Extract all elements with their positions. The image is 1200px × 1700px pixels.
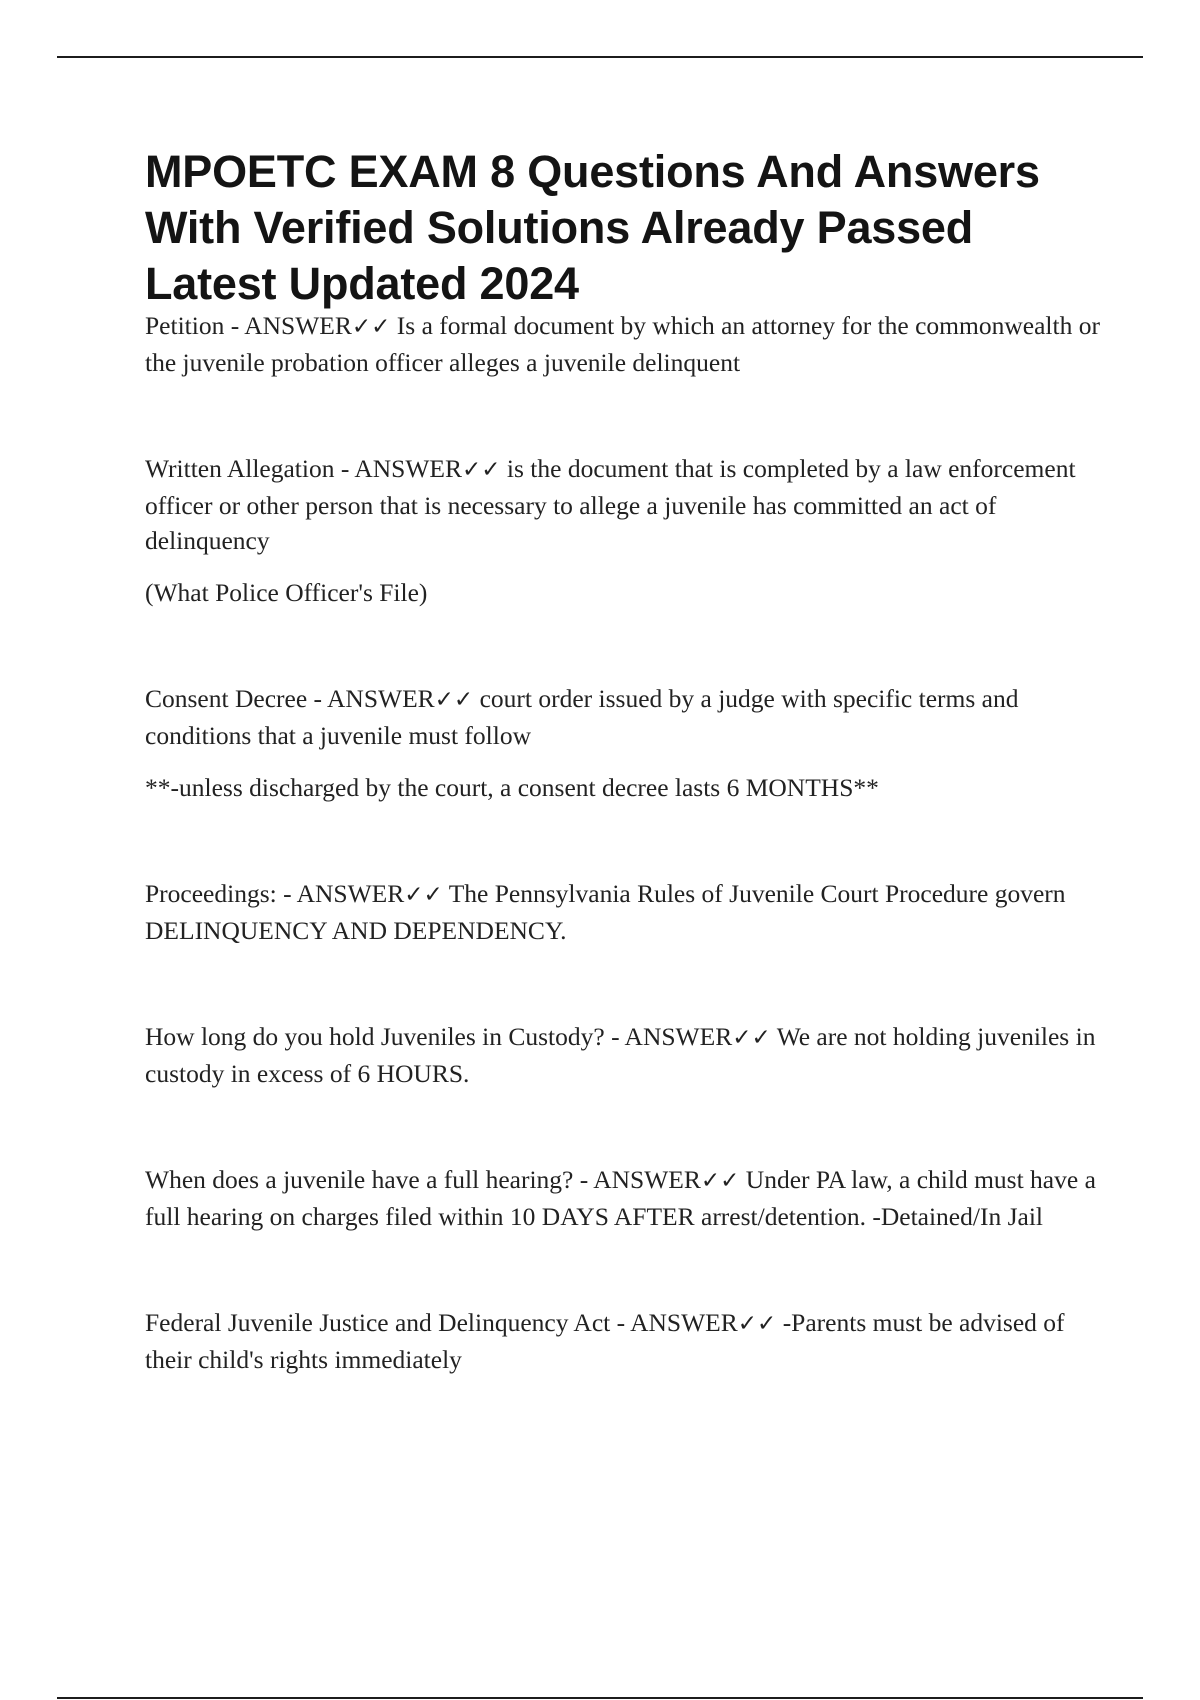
answer-marker: ANSWER (296, 879, 405, 908)
qa-entry-petition (145, 308, 1105, 380)
check-icon: ✓✓ (732, 1025, 771, 1051)
qa-answer: Is a formal document by which an attorney for the commonwealth or the juvenile probation officer alleges a juvenile delinquent (145, 311, 1100, 377)
qa-text: How long do you hold Juveniles in Custody? - ANSWER✓✓ We are not holding juveniles in custody in excess of 6 HOURS. (145, 1022, 1096, 1088)
check-icon: ✓✓ (434, 687, 474, 713)
qa-term: How long do you hold Juveniles in Custody? (145, 1022, 605, 1051)
qa-term: Consent Decree (145, 684, 308, 713)
answer-marker: ANSWER (593, 1165, 701, 1194)
check-icon: ✓✓ (351, 314, 391, 340)
qa-entry-federal-act (145, 1305, 1105, 1377)
document-title: MPOETC EXAM 8 Questions And Answers With Verified Solutions Already Passed Latest Updated 2024 (145, 146, 1040, 309)
qa-term: Written Allegation (145, 454, 335, 483)
document-body (145, 144, 1105, 1377)
qa-entry-proceedings (145, 876, 1105, 948)
qa-answer: court order issued by a judge with specific terms and conditions that a juvenile must follow (145, 684, 1019, 750)
check-icon: ✓✓ (404, 882, 443, 908)
answer-marker: ANSWER (354, 454, 462, 483)
qa-text: When does a juvenile have a full hearing? - ANSWER✓✓ Under PA law, a child must have a full hearing on charges filed within 10 DAYS AFTER arrest/detention. -Detained/In Jail (145, 1165, 1096, 1231)
qa-entry-consent-decree (145, 681, 1105, 805)
qa-answer: We are not holding juveniles in custody in excess of 6 HOURS. (145, 1022, 1096, 1088)
answer-marker: ANSWER (624, 1022, 733, 1051)
qa-text: Proceedings: - ANSWER✓✓ The Pennsylvania Rules of Juvenile Court Procedure govern DELINQUENCY AND DEPENDENCY. (145, 879, 1066, 945)
qa-answer: -Parents must be advised of their child's rights immediately (145, 1308, 1065, 1374)
bottom-divider (57, 1697, 1143, 1699)
qa-text: Petition - ANSWER✓✓ Is a formal document by which an attorney for the commonwealth or the juvenile probation officer alleges a juvenile delinquent (145, 311, 1100, 377)
qa-note: (What Police Officer's File) (145, 578, 428, 607)
qa-answer: is the document that is completed by a law enforcement officer or other person that is necessary to allege a juvenile has committed an act of delinquency (145, 454, 1076, 555)
answer-marker: ANSWER (326, 684, 435, 713)
qa-term: When does a juvenile have a full hearing? (145, 1165, 574, 1194)
qa-note: **-unless discharged by the court, a consent decree lasts 6 MONTHS** (145, 773, 879, 802)
top-divider (57, 56, 1143, 58)
check-icon: ✓✓ (700, 1168, 740, 1194)
qa-answer: Under PA law, a child must have a full hearing on charges filed within 10 DAYS AFTER arrest/detention. -Detained/In Jail (145, 1165, 1096, 1231)
qa-text: Consent Decree - ANSWER✓✓ court order issued by a judge with specific terms and conditions that a juvenile must follow (145, 684, 1019, 750)
qa-answer: The Pennsylvania Rules of Juvenile Court Procedure govern DELINQUENCY AND DEPENDENCY. (145, 879, 1066, 945)
qa-text: Written Allegation - ANSWER✓✓ is the document that is completed by a law enforcement officer or other person that is necessary to allege a juvenile has committed an act of delinquency (145, 454, 1076, 555)
qa-entry-written-allegation (145, 451, 1105, 610)
qa-entry-custody (145, 1019, 1105, 1091)
check-icon: ✓✓ (737, 1311, 777, 1337)
qa-term: Petition (145, 311, 225, 340)
check-icon: ✓✓ (462, 457, 501, 483)
qa-term: Proceedings: (145, 879, 277, 908)
answer-marker: ANSWER (630, 1308, 738, 1337)
qa-text: Federal Juvenile Justice and Delinquency Act - ANSWER✓✓ -Parents must be advised of their child's rights immediately (145, 1308, 1065, 1374)
qa-term: Federal Juvenile Justice and Delinquency Act (145, 1308, 611, 1337)
qa-entry-full-hearing (145, 1162, 1105, 1234)
answer-marker: ANSWER (244, 311, 352, 340)
